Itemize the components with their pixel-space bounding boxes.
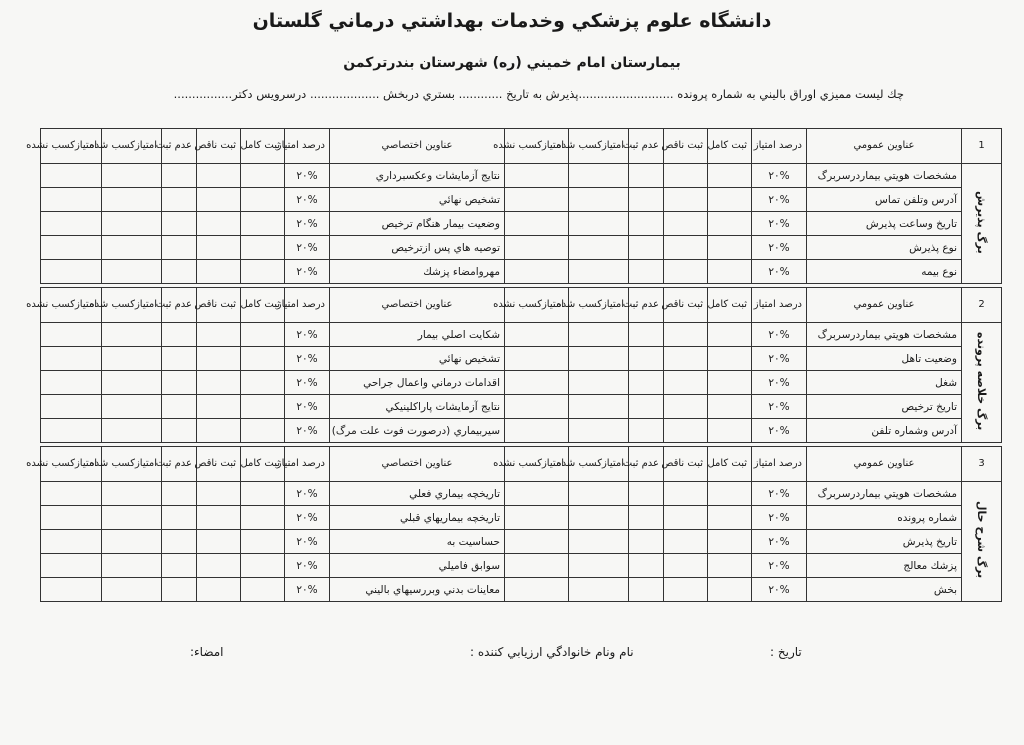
general-item: شماره پرونده <box>807 506 962 530</box>
score-cell <box>102 260 162 284</box>
score-cell <box>708 419 752 443</box>
col-scored: امتيازكسب شده <box>102 447 162 482</box>
table-row <box>41 260 1002 284</box>
score-cell <box>162 482 197 506</box>
score-cell <box>505 395 569 419</box>
col-specific-titles: عناوين اختصاصي <box>330 129 505 164</box>
score-cell <box>102 188 162 212</box>
specific-percent: ٢٠% <box>285 188 330 212</box>
general-percent: ٢٠% <box>752 164 807 188</box>
section-number: 1 <box>962 129 1002 164</box>
score-cell <box>162 554 197 578</box>
score-cell <box>241 554 285 578</box>
score-cell <box>569 371 629 395</box>
score-cell <box>569 419 629 443</box>
score-cell <box>629 419 664 443</box>
score-cell <box>664 419 708 443</box>
general-percent: ٢٠% <box>752 323 807 347</box>
score-cell <box>569 323 629 347</box>
audit-table <box>26 128 1002 602</box>
score-cell <box>569 212 629 236</box>
col-incomplete: ثبت ناقص <box>197 288 241 323</box>
specific-percent: ٢٠% <box>285 347 330 371</box>
general-item: مشخصات هويتي بيماردرسربرگ <box>807 482 962 506</box>
specific-percent: ٢٠% <box>285 323 330 347</box>
specific-percent: ٢٠% <box>285 236 330 260</box>
col-complete: ثبت كامل <box>708 447 752 482</box>
score-cell <box>197 347 241 371</box>
score-cell <box>197 371 241 395</box>
score-cell <box>569 260 629 284</box>
score-cell <box>629 188 664 212</box>
score-cell <box>197 506 241 530</box>
score-cell <box>41 578 102 602</box>
score-cell <box>708 530 752 554</box>
score-cell <box>664 188 708 212</box>
score-cell <box>162 323 197 347</box>
general-percent: ٢٠% <box>752 506 807 530</box>
specific-item: مهروامضاء پزشك <box>330 260 505 284</box>
section-side-label <box>962 164 1002 284</box>
col-specific-titles: عناوين اختصاصي <box>330 447 505 482</box>
checklist-line: چك ليست مميزي اوراق باليني به شماره پرونده ..........................پذيرش به تاريخ ............ بستري دربخش ................... درسرويس دكتر................ <box>173 87 904 101</box>
score-cell <box>197 578 241 602</box>
general-item: تاريخ ترخيص <box>807 395 962 419</box>
specific-percent: ٢٠% <box>285 530 330 554</box>
general-percent: ٢٠% <box>752 554 807 578</box>
score-cell <box>629 236 664 260</box>
score-cell <box>505 212 569 236</box>
score-cell <box>569 578 629 602</box>
score-cell <box>241 164 285 188</box>
score-cell <box>505 482 569 506</box>
score-cell <box>664 530 708 554</box>
score-cell <box>664 395 708 419</box>
specific-item: تشخيص نهائي <box>330 188 505 212</box>
score-cell <box>629 260 664 284</box>
section-side-label-text: برگ شرح حال <box>975 501 988 579</box>
score-cell <box>197 323 241 347</box>
table-row <box>41 347 1002 371</box>
col-not-scored: امتيازكسب نشده <box>505 288 569 323</box>
specific-item: تشخيص نهائي <box>330 347 505 371</box>
specific-percent: ٢٠% <box>285 482 330 506</box>
general-item: پزشك معالج <box>807 554 962 578</box>
score-cell <box>569 482 629 506</box>
score-cell <box>664 506 708 530</box>
score-cell <box>241 347 285 371</box>
col-scored: امتيازكسب شده <box>569 447 629 482</box>
specific-percent: ٢٠% <box>285 578 330 602</box>
col-incomplete: ثبت ناقص <box>664 129 708 164</box>
score-cell <box>664 371 708 395</box>
score-cell <box>41 260 102 284</box>
col-not-scored: امتيازكسب نشده <box>41 129 102 164</box>
specific-item: تاريخچه بيماري فعلي <box>330 482 505 506</box>
score-cell <box>102 554 162 578</box>
specific-item: سوابق فاميلي <box>330 554 505 578</box>
specific-percent: ٢٠% <box>285 212 330 236</box>
score-cell <box>41 506 102 530</box>
score-cell <box>708 236 752 260</box>
score-cell <box>629 164 664 188</box>
col-complete: ثبت كامل <box>241 447 285 482</box>
score-cell <box>629 506 664 530</box>
general-item: تاريخ پذيرش <box>807 530 962 554</box>
specific-item: شكايت اصلي بيمار <box>330 323 505 347</box>
specific-item: سيربيماري (درصورت فوت علت مرگ) <box>330 419 505 443</box>
score-cell <box>629 347 664 371</box>
signature-field: امضاء: <box>190 645 224 659</box>
col-not-scored: امتيازكسب نشده <box>41 288 102 323</box>
general-item: بخش <box>807 578 962 602</box>
score-cell <box>41 482 102 506</box>
score-cell <box>162 419 197 443</box>
score-cell <box>241 212 285 236</box>
col-complete: ثبت كامل <box>241 288 285 323</box>
col-not-recorded: عدم ثبت <box>629 447 664 482</box>
section-side-label <box>962 482 1002 602</box>
score-cell <box>629 395 664 419</box>
score-cell <box>708 323 752 347</box>
specific-item: حساسيت به <box>330 530 505 554</box>
specific-percent: ٢٠% <box>285 395 330 419</box>
general-item: آدرس وشماره تلفن <box>807 419 962 443</box>
score-cell <box>569 395 629 419</box>
specific-percent: ٢٠% <box>285 260 330 284</box>
score-cell <box>41 323 102 347</box>
table-row <box>41 323 1002 347</box>
specific-item: اقدامات درماني واعمال جراحي <box>330 371 505 395</box>
score-cell <box>41 164 102 188</box>
score-cell <box>41 371 102 395</box>
score-cell <box>162 578 197 602</box>
score-cell <box>197 188 241 212</box>
score-cell <box>41 530 102 554</box>
col-percent: درصد امتياز <box>752 288 807 323</box>
score-cell <box>241 260 285 284</box>
table-row <box>41 395 1002 419</box>
score-cell <box>197 212 241 236</box>
col-not-recorded: عدم ثبت <box>162 129 197 164</box>
score-cell <box>41 236 102 260</box>
specific-percent: ٢٠% <box>285 164 330 188</box>
table-row <box>41 212 1002 236</box>
table-row <box>41 554 1002 578</box>
hospital-title: بيمارستان امام خميني (ره) شهرستان بندرتركمن <box>343 55 681 71</box>
table-row <box>41 236 1002 260</box>
general-percent: ٢٠% <box>752 212 807 236</box>
general-percent: ٢٠% <box>752 578 807 602</box>
score-cell <box>102 395 162 419</box>
section-header-row <box>41 129 1002 164</box>
score-cell <box>708 482 752 506</box>
score-cell <box>664 212 708 236</box>
score-cell <box>708 554 752 578</box>
col-not-recorded: عدم ثبت <box>162 447 197 482</box>
score-cell <box>162 212 197 236</box>
score-cell <box>102 212 162 236</box>
table-row <box>41 419 1002 443</box>
score-cell <box>241 482 285 506</box>
score-cell <box>708 164 752 188</box>
score-cell <box>241 419 285 443</box>
score-cell <box>664 347 708 371</box>
specific-item: معاينات بدني وبررسيهاي باليني <box>330 578 505 602</box>
score-cell <box>505 188 569 212</box>
section-number: 3 <box>962 447 1002 482</box>
specific-item: نتايج آزمايشات وعكسبرداري <box>330 164 505 188</box>
col-not-scored: امتيازكسب نشده <box>505 447 569 482</box>
score-cell <box>505 506 569 530</box>
score-cell <box>162 260 197 284</box>
score-cell <box>41 395 102 419</box>
col-percent: درصد امتياز <box>752 447 807 482</box>
score-cell <box>241 236 285 260</box>
score-cell <box>241 506 285 530</box>
score-cell <box>102 323 162 347</box>
general-percent: ٢٠% <box>752 347 807 371</box>
score-cell <box>664 260 708 284</box>
col-percent: درصد امتياز <box>752 129 807 164</box>
score-cell <box>629 323 664 347</box>
col-complete: ثبت كامل <box>708 288 752 323</box>
col-incomplete: ثبت ناقص <box>197 447 241 482</box>
col-scored: امتيازكسب شده <box>102 129 162 164</box>
general-percent: ٢٠% <box>752 482 807 506</box>
score-cell <box>629 212 664 236</box>
score-cell <box>708 395 752 419</box>
date-field: تاريخ : <box>770 645 802 659</box>
score-cell <box>162 188 197 212</box>
score-cell <box>41 212 102 236</box>
score-cell <box>505 419 569 443</box>
section-side-label-text: برگ خلاصه پرونده <box>975 331 988 431</box>
score-cell <box>102 419 162 443</box>
score-cell <box>162 236 197 260</box>
score-cell <box>629 530 664 554</box>
score-cell <box>162 395 197 419</box>
col-percent: درصد امتياز <box>285 288 330 323</box>
score-cell <box>505 371 569 395</box>
score-cell <box>569 188 629 212</box>
specific-percent: ٢٠% <box>285 419 330 443</box>
university-title: دانشگاه علوم پزشکي وخدمات بهداشتي درماني گلستان <box>252 10 772 32</box>
col-general-titles: عناوين عمومي <box>807 129 962 164</box>
col-general-titles: عناوين عمومي <box>807 288 962 323</box>
section-header-row <box>41 288 1002 323</box>
section-side-label <box>962 323 1002 443</box>
score-cell <box>505 578 569 602</box>
col-complete: ثبت كامل <box>241 129 285 164</box>
score-cell <box>629 578 664 602</box>
specific-percent: ٢٠% <box>285 554 330 578</box>
score-cell <box>569 347 629 371</box>
score-cell <box>241 371 285 395</box>
section-header-row <box>41 447 1002 482</box>
score-cell <box>41 347 102 371</box>
score-cell <box>708 506 752 530</box>
score-cell <box>162 164 197 188</box>
score-cell <box>505 236 569 260</box>
score-cell <box>708 212 752 236</box>
score-cell <box>102 530 162 554</box>
score-cell <box>197 260 241 284</box>
score-cell <box>241 578 285 602</box>
general-item: نوع پذيرش <box>807 236 962 260</box>
specific-item: توصيه هاي پس ازترخيص <box>330 236 505 260</box>
score-cell <box>102 578 162 602</box>
col-not-recorded: عدم ثبت <box>162 288 197 323</box>
general-item: شغل <box>807 371 962 395</box>
score-cell <box>664 164 708 188</box>
score-cell <box>241 323 285 347</box>
score-cell <box>102 164 162 188</box>
table-row <box>41 371 1002 395</box>
score-cell <box>241 530 285 554</box>
table-row <box>41 164 1002 188</box>
specific-percent: ٢٠% <box>285 506 330 530</box>
general-percent: ٢٠% <box>752 236 807 260</box>
score-cell <box>197 482 241 506</box>
col-incomplete: ثبت ناقص <box>664 288 708 323</box>
col-scored: امتيازكسب شده <box>569 288 629 323</box>
score-cell <box>664 578 708 602</box>
score-cell <box>629 554 664 578</box>
score-cell <box>505 164 569 188</box>
score-cell <box>569 236 629 260</box>
evaluator-name-field: نام ونام خانوادگي ارزيابي كننده : <box>470 645 634 659</box>
table-row <box>41 578 1002 602</box>
score-cell <box>197 395 241 419</box>
table-row <box>41 482 1002 506</box>
col-not-scored: امتيازكسب نشده <box>41 447 102 482</box>
general-item: آدرس وتلفن تماس <box>807 188 962 212</box>
score-cell <box>162 506 197 530</box>
section-side-label-text: برگ پذيرش <box>975 190 988 254</box>
score-cell <box>569 164 629 188</box>
score-cell <box>569 506 629 530</box>
score-cell <box>708 578 752 602</box>
score-cell <box>505 530 569 554</box>
score-cell <box>41 188 102 212</box>
score-cell <box>505 347 569 371</box>
score-cell <box>102 371 162 395</box>
score-cell <box>505 554 569 578</box>
score-cell <box>241 188 285 212</box>
general-percent: ٢٠% <box>752 188 807 212</box>
general-percent: ٢٠% <box>752 371 807 395</box>
score-cell <box>102 236 162 260</box>
table-row <box>41 188 1002 212</box>
col-scored: امتيازكسب شده <box>569 129 629 164</box>
col-percent: درصد امتياز <box>285 447 330 482</box>
score-cell <box>505 260 569 284</box>
general-item: تاريخ وساعت پذيرش <box>807 212 962 236</box>
specific-item: تاريخچه بيماريهاي قبلي <box>330 506 505 530</box>
general-item: نوع بيمه <box>807 260 962 284</box>
score-cell <box>41 419 102 443</box>
score-cell <box>41 554 102 578</box>
col-specific-titles: عناوين اختصاصي <box>330 288 505 323</box>
section-number: 2 <box>962 288 1002 323</box>
score-cell <box>708 347 752 371</box>
general-item: مشخصات هويتي بيماردرسربرگ <box>807 323 962 347</box>
score-cell <box>102 506 162 530</box>
specific-percent: ٢٠% <box>285 371 330 395</box>
score-cell <box>102 347 162 371</box>
general-item: مشخصات هويتي بيماردرسربرگ <box>807 164 962 188</box>
score-cell <box>569 554 629 578</box>
general-percent: ٢٠% <box>752 260 807 284</box>
score-cell <box>197 164 241 188</box>
specific-item: نتايج آزمايشات پاراكلينيكي <box>330 395 505 419</box>
score-cell <box>197 236 241 260</box>
score-cell <box>197 419 241 443</box>
col-not-recorded: عدم ثبت <box>629 288 664 323</box>
col-percent: درصد امتياز <box>285 129 330 164</box>
col-incomplete: ثبت ناقص <box>197 129 241 164</box>
col-not-recorded: عدم ثبت <box>629 129 664 164</box>
score-cell <box>197 530 241 554</box>
score-cell <box>708 371 752 395</box>
score-cell <box>664 554 708 578</box>
score-cell <box>664 482 708 506</box>
score-cell <box>664 236 708 260</box>
col-not-scored: امتيازكسب نشده <box>505 129 569 164</box>
table-row <box>41 530 1002 554</box>
score-cell <box>102 482 162 506</box>
col-general-titles: عناوين عمومي <box>807 447 962 482</box>
table-row <box>41 506 1002 530</box>
score-cell <box>629 482 664 506</box>
col-incomplete: ثبت ناقص <box>664 447 708 482</box>
general-percent: ٢٠% <box>752 395 807 419</box>
score-cell <box>162 347 197 371</box>
general-item: وضعيت تاهل <box>807 347 962 371</box>
score-cell <box>629 371 664 395</box>
score-cell <box>569 530 629 554</box>
score-cell <box>162 371 197 395</box>
score-cell <box>241 395 285 419</box>
col-complete: ثبت كامل <box>708 129 752 164</box>
score-cell <box>197 554 241 578</box>
score-cell <box>505 323 569 347</box>
col-scored: امتيازكسب شده <box>102 288 162 323</box>
specific-item: وضعيت بيمار هنگام ترخيص <box>330 212 505 236</box>
score-cell <box>162 530 197 554</box>
general-percent: ٢٠% <box>752 530 807 554</box>
general-percent: ٢٠% <box>752 419 807 443</box>
score-cell <box>708 188 752 212</box>
score-cell <box>664 323 708 347</box>
score-cell <box>708 260 752 284</box>
